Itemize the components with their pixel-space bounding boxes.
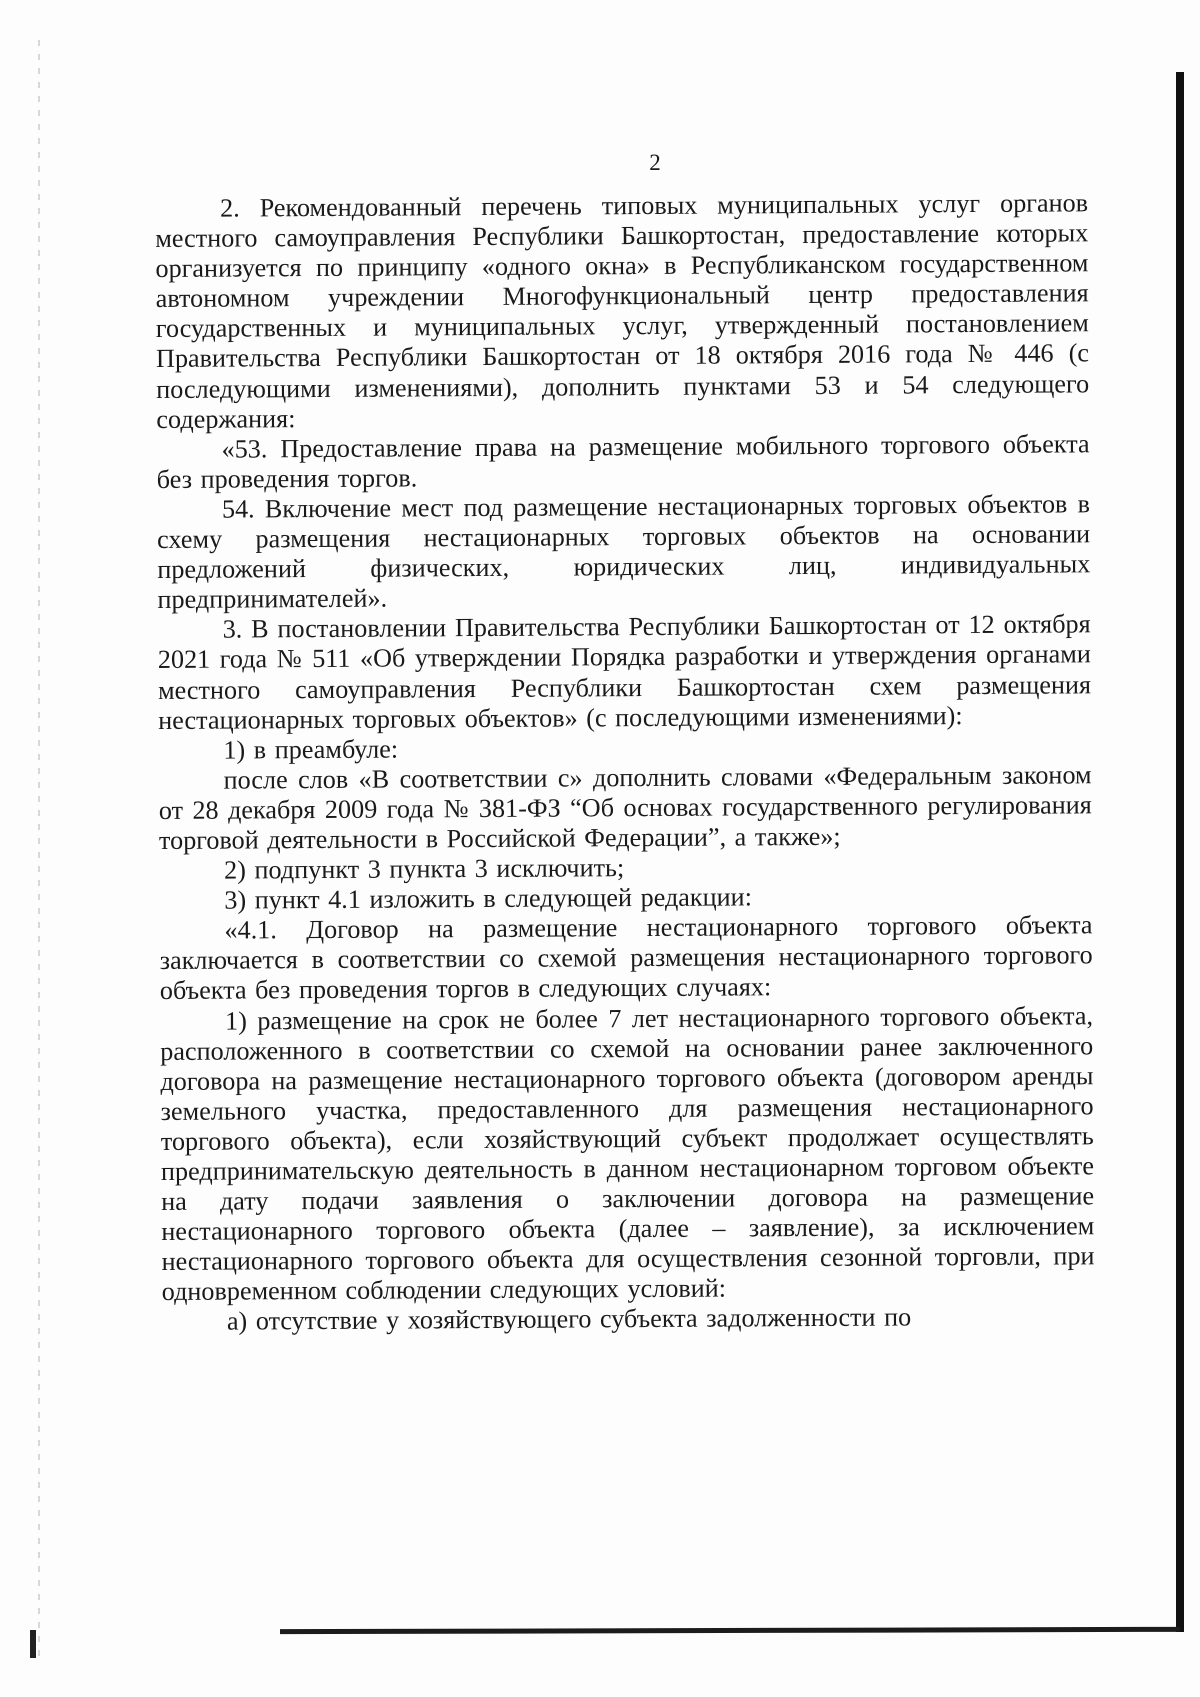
scan-edge-left xyxy=(38,40,40,1660)
paragraph: 2. Рекомендованный перечень типовых муниципальных услуг органов местного самоуправления Республики Башкортостан, предоставление которых организуется по принципу «одного окна» в Республиканском государственном автономном учреждении Многофункциональный центр предоставления государственных и муниципальных услуг, утвержденный постановлением Правительства Республики Башкортостан от 18 октября 2016 года № 446 (с последующими изменениями), дополнить пунктами 53 и 54 следующего содержания: xyxy=(155,188,1090,434)
scan-edge-bottom xyxy=(280,1627,1180,1634)
paragraph: 3) пункт 4.1 изложить в следующей редакции: xyxy=(224,882,753,915)
document-body xyxy=(155,188,1095,1337)
paragraph: 2) подпункт 3 пункта 3 исключить; xyxy=(224,853,625,885)
paragraph: после слов «В соответствии с» дополнить словами «Федеральным законом от 28 декабря 2009 года № 381-ФЗ “Об основах государственного регулирования торговой деятельности в Российской Федерации”, а также»; xyxy=(158,760,1092,855)
paragraph: «4.1. Договор на размещение нестационарного торгового объекта заключается в соответствии со схемой размещения нестационарного торгового объекта без проведения торгов в следующих случаях: xyxy=(159,910,1093,1006)
paragraph: 1) размещение на срок не более 7 лет нестационарного торгового объекта, расположенного в соответствии со схемой на основании ранее заключенного договора на размещение нестационарного торгового объекта (договором аренды земельного участка, предоставленного для размещения нестационарного торгового объекта), если хозяйствующий субъект продолжает осуществлять предпринимательскую деятельность в данном нестационарном торговом объекте на дату подачи заявления о заключении договора на размещение нестационарного торгового объекта (далее – заявление), за исключением нестационарного торгового объекта для осуществления сезонной торговли, при одновременном соблюдении следующих условий: xyxy=(160,1000,1095,1307)
paragraph: 1) в преамбуле: xyxy=(223,734,399,765)
scan-edge-right xyxy=(1176,72,1184,1632)
paragraph: а) отсутствие у хозяйствующего субъекта задолженности по xyxy=(226,1302,912,1337)
page-number: 2 xyxy=(649,150,661,175)
scan-mark-left xyxy=(30,1630,36,1658)
paragraph: 3. В постановлении Правительства Республики Башкортостан от 12 октября 2021 года № 511 «Об утверждении Порядка разработки и утверждения органами местного самоуправления Республики Башкортостан схем размещения нестационарных торговых объектов» (с последующими изменениями): xyxy=(157,609,1092,735)
paragraph: 54. Включение мест под размещение нестационарных торговых объектов в схему размещения нестационарных торговых объектов на основании предложений физических, юридических лиц, индивидуальных предпринимателей». xyxy=(157,489,1091,615)
paragraph: «53. Предоставление права на размещение мобильного торгового объекта без проведения торгов. xyxy=(156,429,1090,494)
